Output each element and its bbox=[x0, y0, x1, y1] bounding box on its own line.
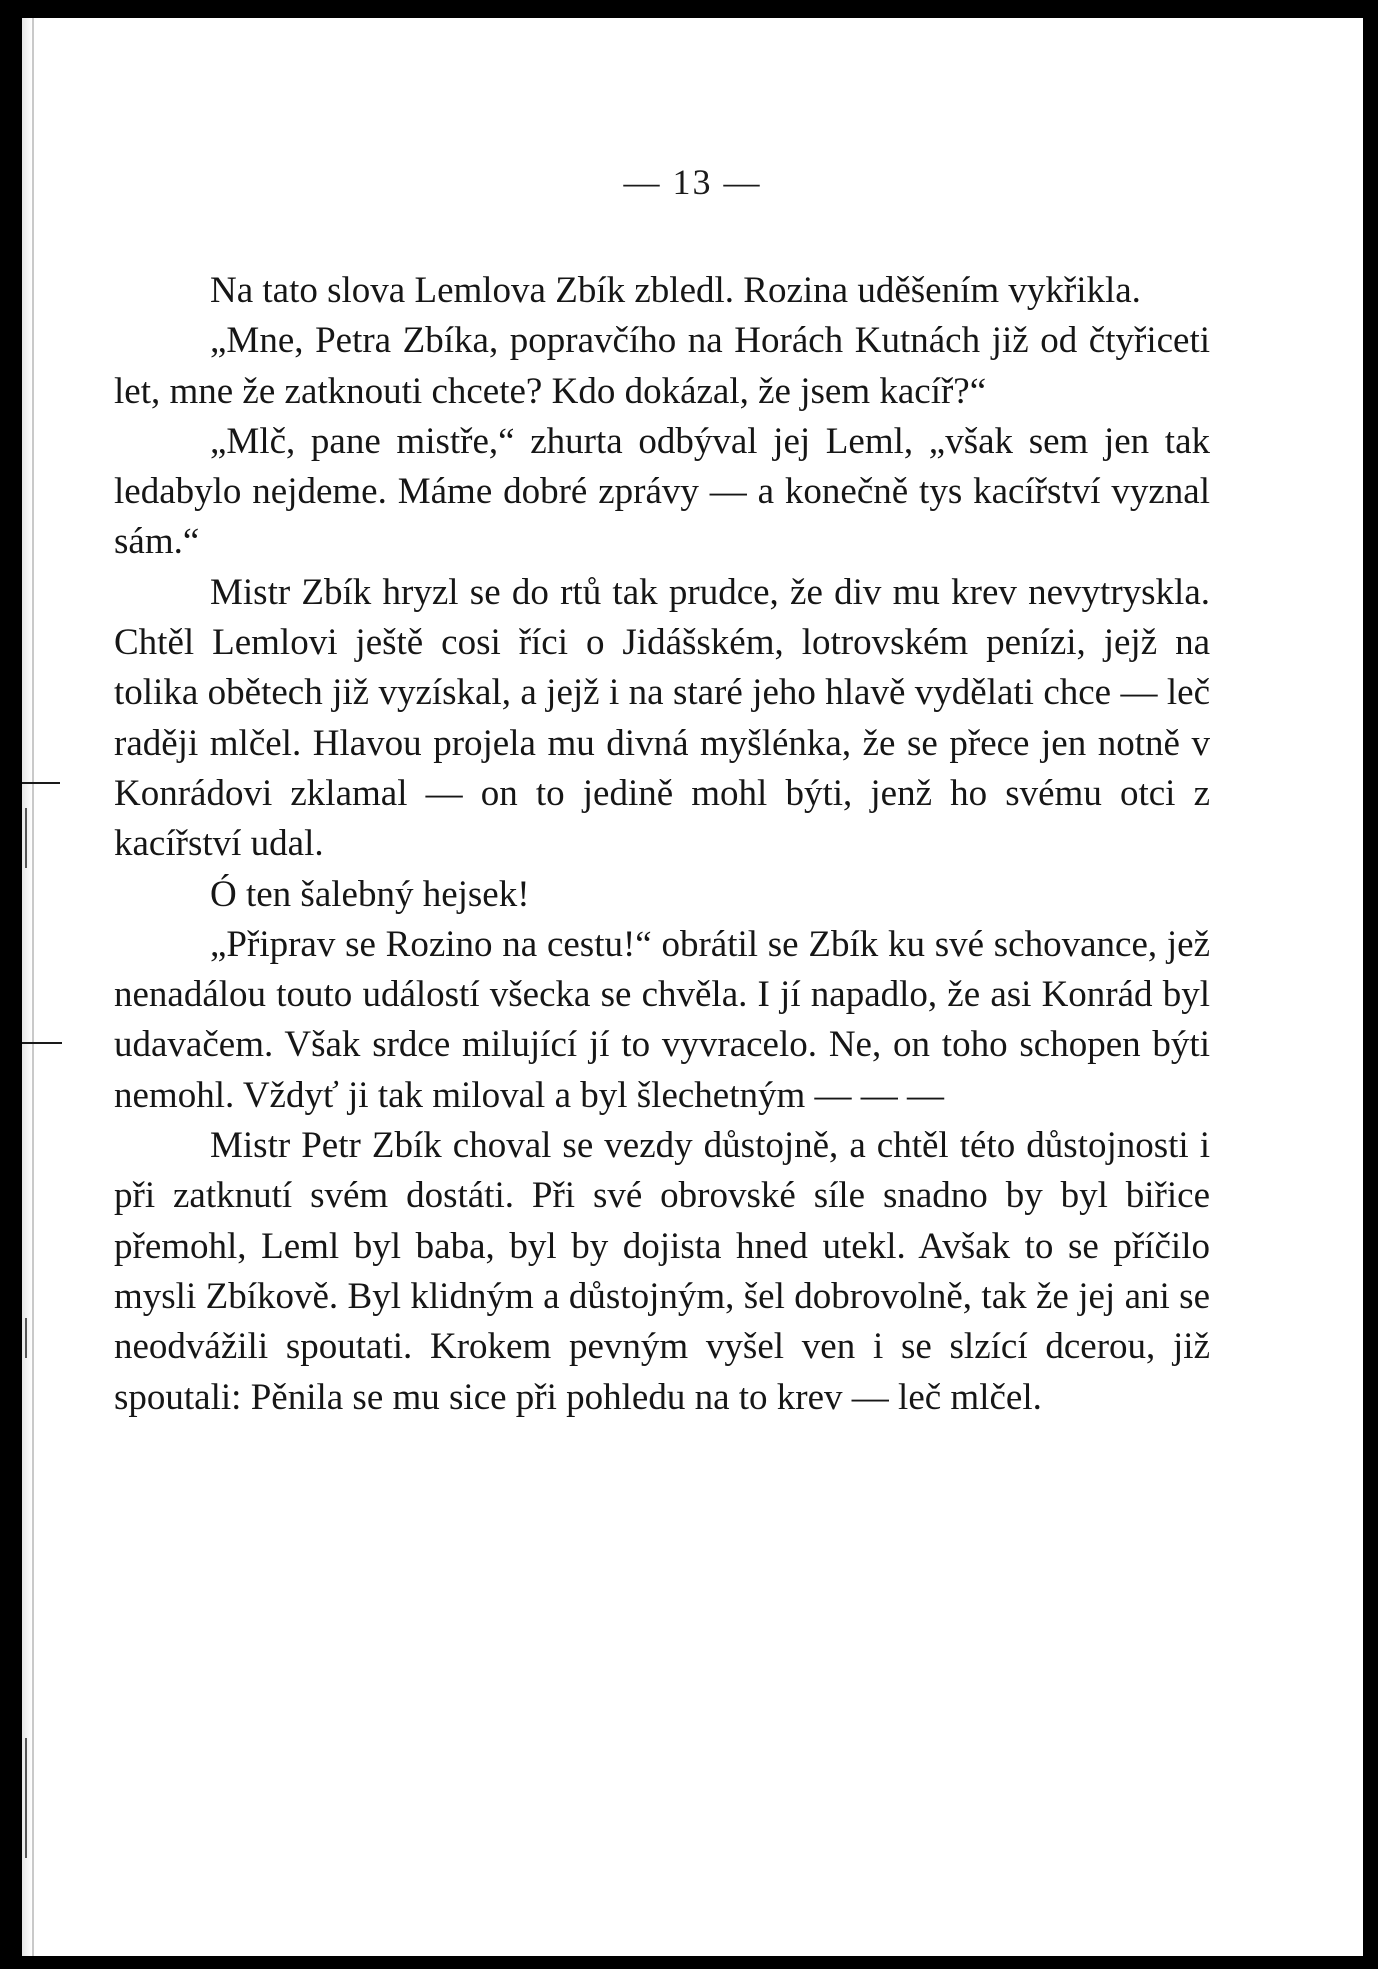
book-page bbox=[22, 18, 1363, 1956]
margin-tick bbox=[25, 808, 27, 868]
page-number: — 13 — bbox=[623, 162, 762, 202]
paragraph: „Připrav se Rozino na cestu!“ obrátil se Zbík ku své schovance, jež nenadálou touto událostí všecka se chvěla. I jí napadlo, že asi Konrád byl udavačem. Však srdce milující jí to vyvracelo. Ne, on toho schopen býti nemohl. Vždyť ji tak miloval a byl šlechetným — — — bbox=[114, 923, 1210, 1116]
margin-mark bbox=[22, 1042, 62, 1044]
margin-tick bbox=[25, 1318, 27, 1358]
margin-mark bbox=[22, 782, 60, 784]
paragraph: „Mne, Petra Zbíka, popravčího na Horách Kutnách již od čtyřiceti let, mne že zatknouti chcete? Kdo dokázal, že jsem kacíř?“ bbox=[114, 320, 1210, 412]
paragraph: Mistr Zbík hryzl se do rtů tak prudce, že div mu krev nevytryskla. Chtěl Lemlovi ještě cosi říci o Jidášském, lotrovském penízi, jejž na tolika obětech již vyzískal, a jejž i na staré jeho hlavě vydělati chce — leč raději mlčel. Hlavou projela mu divná myšlénka, že se přece jen notně v Konrádovi zklamal — on to jedině mohl býti, jenž ho svému otci z kacířství udal. bbox=[114, 571, 1210, 865]
body-text bbox=[114, 266, 1210, 1423]
paragraph: „Mlč, pane mistře,“ zhurta odbýval jej Leml, „však sem jen tak ledabylo nejdeme. Máme dobré zprávy — a konečně tys kacířství vyznal sám.“ bbox=[114, 420, 1210, 563]
paragraph: Mistr Petr Zbík choval se vezdy důstojně, a chtěl této důstojnosti i při zatknutí svém dostáti. Při své obrovské síle snadno by byl biřice přemohl, Leml byl baba, byl by dojista hned utekl. Avšak to se příčilo mysli Zbíkově. Byl klidným a důstojným, šel dobrovolně, tak že jej ani se neodvážili spoutati. Krokem pevným vyšel ven i se slzící dcerou, již spoutali: Pěnila se mu sice při pohledu na to krev — leč mlčel. bbox=[114, 1125, 1210, 1418]
paragraph: Na tato slova Lemlova Zbík zbledl. Rozina uděšením vykřikla. bbox=[210, 270, 1141, 311]
paragraph: Ó ten šalebný hejsek! bbox=[210, 873, 530, 915]
margin-tick bbox=[25, 1738, 27, 1858]
binding-edge bbox=[22, 18, 34, 1956]
